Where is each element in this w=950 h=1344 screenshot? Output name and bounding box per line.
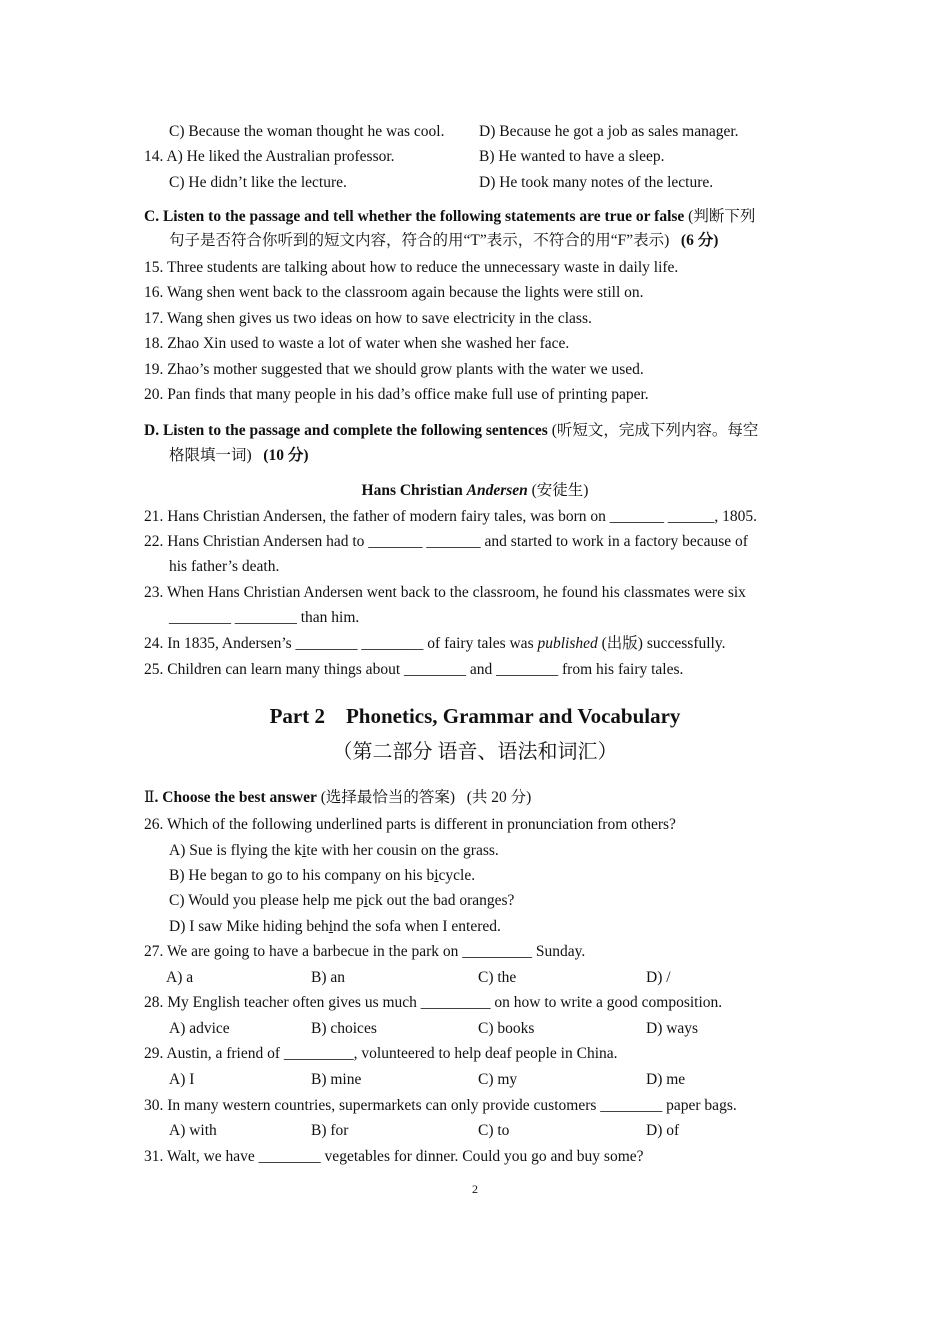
- q28-stem: 28. My English teacher often gives us much _________ on how to write a good composition.: [144, 994, 723, 1011]
- s24-a: 24. In 1835, Andersen’s ________ ________ of fairy tales was: [144, 635, 538, 652]
- q29-stem: 29. Austin, a friend of _________, volunteered to help deaf people in China.: [144, 1045, 618, 1062]
- opt-text: cycle.: [438, 867, 476, 884]
- q26-option-d: [169, 917, 501, 937]
- section-c-score: (6 分): [680, 232, 719, 249]
- q26-stem: 26. Which of the following underlined parts is different in pronunciation from others?: [144, 816, 676, 833]
- opt-text: D) I saw Mike hiding beh: [169, 918, 329, 935]
- sentence-22-cont: his father’s death.: [169, 558, 280, 575]
- passage-title-italic: Andersen: [466, 482, 528, 499]
- section-c-cn2: 句子是否符合你听到的短文内容，符合的用“T”表示，不符合的用“F”表示): [169, 232, 670, 249]
- section-ii-cn: (选择最恰当的答案): [316, 789, 456, 806]
- opt-text: te with her cousin on the grass.: [306, 842, 499, 859]
- statement: 20. Pan finds that many people in his dad’s office make full use of printing paper.: [144, 386, 649, 403]
- q27-stem: 27. We are going to have a barbecue in the park on _________ Sunday.: [144, 943, 586, 960]
- section-d-heading: [144, 421, 758, 441]
- statement: 19. Zhao’s mother suggested that we should grow plants with the water we used.: [144, 361, 644, 378]
- opt-text: A) Sue is flying the k: [169, 842, 303, 859]
- q30-option: B) for: [311, 1122, 349, 1139]
- statement: 15. Three students are talking about how to reduce the unnecessary waste in daily life.: [144, 259, 679, 276]
- section-d-cn: (听短文，完成下列内容。每空: [551, 422, 759, 439]
- q14-option-c: C) He didn’t like the lecture.: [169, 174, 347, 191]
- sentence-25: 25. Children can learn many things about ________ and ________ from his fairy tales.: [144, 661, 684, 678]
- q27-option: B) an: [311, 969, 346, 986]
- section-ii-heading: [144, 788, 531, 808]
- sentence-23: 23. When Hans Christian Andersen went back to the classroom, he found his classmates were six: [144, 584, 746, 601]
- section-ii-title: . Choose the best answer: [154, 789, 317, 806]
- q29-option: D) me: [646, 1071, 686, 1088]
- opt-text: nd the sofa when I entered.: [333, 918, 501, 935]
- section-c-heading-cont: [169, 231, 718, 251]
- section-ii-score: (共 20 分): [466, 789, 532, 806]
- passage-title-text: Hans Christian: [361, 482, 467, 499]
- q28-option: A) advice: [169, 1020, 230, 1037]
- statement: 17. Wang shen gives us two ideas on how to save electricity in the class.: [144, 310, 592, 327]
- q30-option: A) with: [169, 1122, 217, 1139]
- q27-option: A) a: [166, 969, 194, 986]
- page-number: 2: [472, 1182, 478, 1196]
- section-d-heading-cont: [169, 446, 309, 466]
- q13-option-c: C) Because the woman thought he was cool.: [169, 123, 445, 140]
- q14-option-b: B) He wanted to have a sleep.: [479, 148, 665, 165]
- statement: 16. Wang shen went back to the classroom again because the lights were still on.: [144, 284, 644, 301]
- part2-title: Part 2 Phonetics, Grammar and Vocabulary: [269, 704, 681, 728]
- q28-option: B) choices: [311, 1020, 377, 1037]
- q30-stem: 30. In many western countries, supermarkets can only provide customers ________ paper bags.: [144, 1097, 737, 1114]
- section-c-title: C. Listen to the passage and tell whether the following statements are true or false: [144, 208, 685, 225]
- sentence-24: [144, 634, 725, 654]
- q29-option: A) I: [169, 1071, 195, 1088]
- section-c-heading: [144, 207, 755, 227]
- sentence-22: 22. Hans Christian Andersen had to _______ _______ and started to work in a factory because of: [144, 533, 748, 550]
- sentence-21: 21. Hans Christian Andersen, the father of modern fairy tales, was born on _______ ______, 1805.: [144, 508, 757, 525]
- q30-option: D) of: [646, 1122, 680, 1139]
- underlined-letter: i: [363, 892, 369, 909]
- q31-stem: 31. Walt, we have ________ vegetables for dinner. Could you go and buy some?: [144, 1148, 644, 1165]
- statement: 18. Zhao Xin used to waste a lot of water when she washed her face.: [144, 335, 570, 352]
- underlined-letter: i: [434, 867, 439, 884]
- q13-option-d: D) Because he got a job as sales manager.: [479, 123, 739, 140]
- q26-option-c: [169, 891, 514, 911]
- q27-option: C) the: [478, 969, 517, 986]
- q30-option: C) to: [478, 1122, 510, 1139]
- sentence-23-cont: ________ ________ than him.: [169, 609, 360, 626]
- section-d-cn2: 格限填一词): [169, 447, 252, 464]
- opt-text: ck out the bad oranges?: [368, 892, 515, 909]
- q26-option-b: [169, 866, 475, 886]
- opt-text: C) Would you please help me p: [169, 892, 364, 909]
- section-d-score: (10 分): [263, 447, 309, 464]
- q26-option-a: [169, 841, 499, 861]
- q14-option-a: 14. A) He liked the Australian professor.: [144, 148, 395, 165]
- s24-c: (出版) successfully.: [597, 635, 726, 652]
- underlined-letter: i: [328, 918, 334, 935]
- q28-option: D) ways: [646, 1020, 699, 1037]
- passage-title: [0, 481, 950, 501]
- opt-text: B) He began to go to his company on his b: [169, 867, 435, 884]
- q29-option: B) mine: [311, 1071, 362, 1088]
- q27-option: D) /: [646, 969, 671, 986]
- section-d-title: D. Listen to the passage and complete the following sentences: [144, 422, 548, 439]
- underlined-letter: i: [302, 842, 307, 859]
- q28-option: C) books: [478, 1020, 535, 1037]
- q14-option-d: D) He took many notes of the lecture.: [479, 174, 714, 191]
- passage-title-cn: (安徒生): [527, 482, 589, 499]
- section-ii-num: Ⅱ: [144, 789, 155, 806]
- section-c-cn: (判断下列: [688, 208, 756, 225]
- s24-italic: published: [537, 635, 598, 652]
- part2-subtitle: （第二部分 语音、语法和词汇）: [332, 741, 618, 763]
- q29-option: C) my: [478, 1071, 518, 1088]
